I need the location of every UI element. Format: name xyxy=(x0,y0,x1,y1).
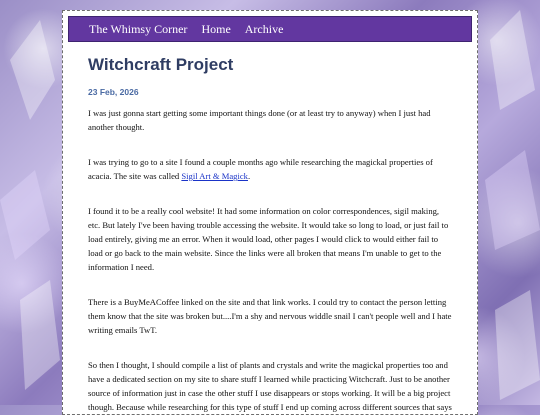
post-paragraph-3: I found it to be a really cool website! It had some information on color correspondences, sigil making, etc. But lately I've been having trouble accessing the website. It would take so long to load, or just fail to load entirely, giving me an error. When it would load, other pages I would click to would either fail to load or go back to the main website. Since the links were all broken that means I'm unable to get to the information I need. xyxy=(88,206,449,272)
post-paragraph-2-end: . xyxy=(247,171,251,181)
post-paragraph-1: I was just gonna start getting some important things done (or at least try to anyway) when I just had another thought. xyxy=(88,108,431,132)
post-paragraph-4: There is a BuyMeACoffee linked on the site and that link works. I could try to contact the person letting them know that the site was broken but....I'm a shy and nervous widdle snail I can't people well and I hate writing emails TwT. xyxy=(88,297,452,335)
nav-home-link[interactable]: Home xyxy=(201,21,231,36)
top-navbar xyxy=(68,16,472,42)
sigil-art-magick-link[interactable]: Sigil Art & Magick xyxy=(181,171,248,181)
nav-site-title-link[interactable]: The Whimsy Corner xyxy=(89,21,188,36)
post-title: Witchcraft Project xyxy=(88,55,234,74)
post-paragraph-2-text: I was trying to go to a site I found a couple months ago while researching the magickal properties of acacia. The site was called xyxy=(88,157,433,181)
page-container xyxy=(62,10,478,415)
nav-archive-link[interactable]: Archive xyxy=(244,21,284,36)
post-content xyxy=(88,51,453,414)
post-paragraph-2 xyxy=(88,155,453,183)
post-paragraph-5: So then I thought, I should compile a list of plants and crystals and write the magickal properties too and have a dedicated section on my site to share stuff I learned while practicing Witchcraft. Just to be another source of information just in case the other stuff I use disappears or stops working. It will be a big project though. Because while researching for this type of stuff I end up coming across different sources that says xyxy=(88,360,452,412)
post-date: 23 Feb, 2026 xyxy=(88,87,139,97)
